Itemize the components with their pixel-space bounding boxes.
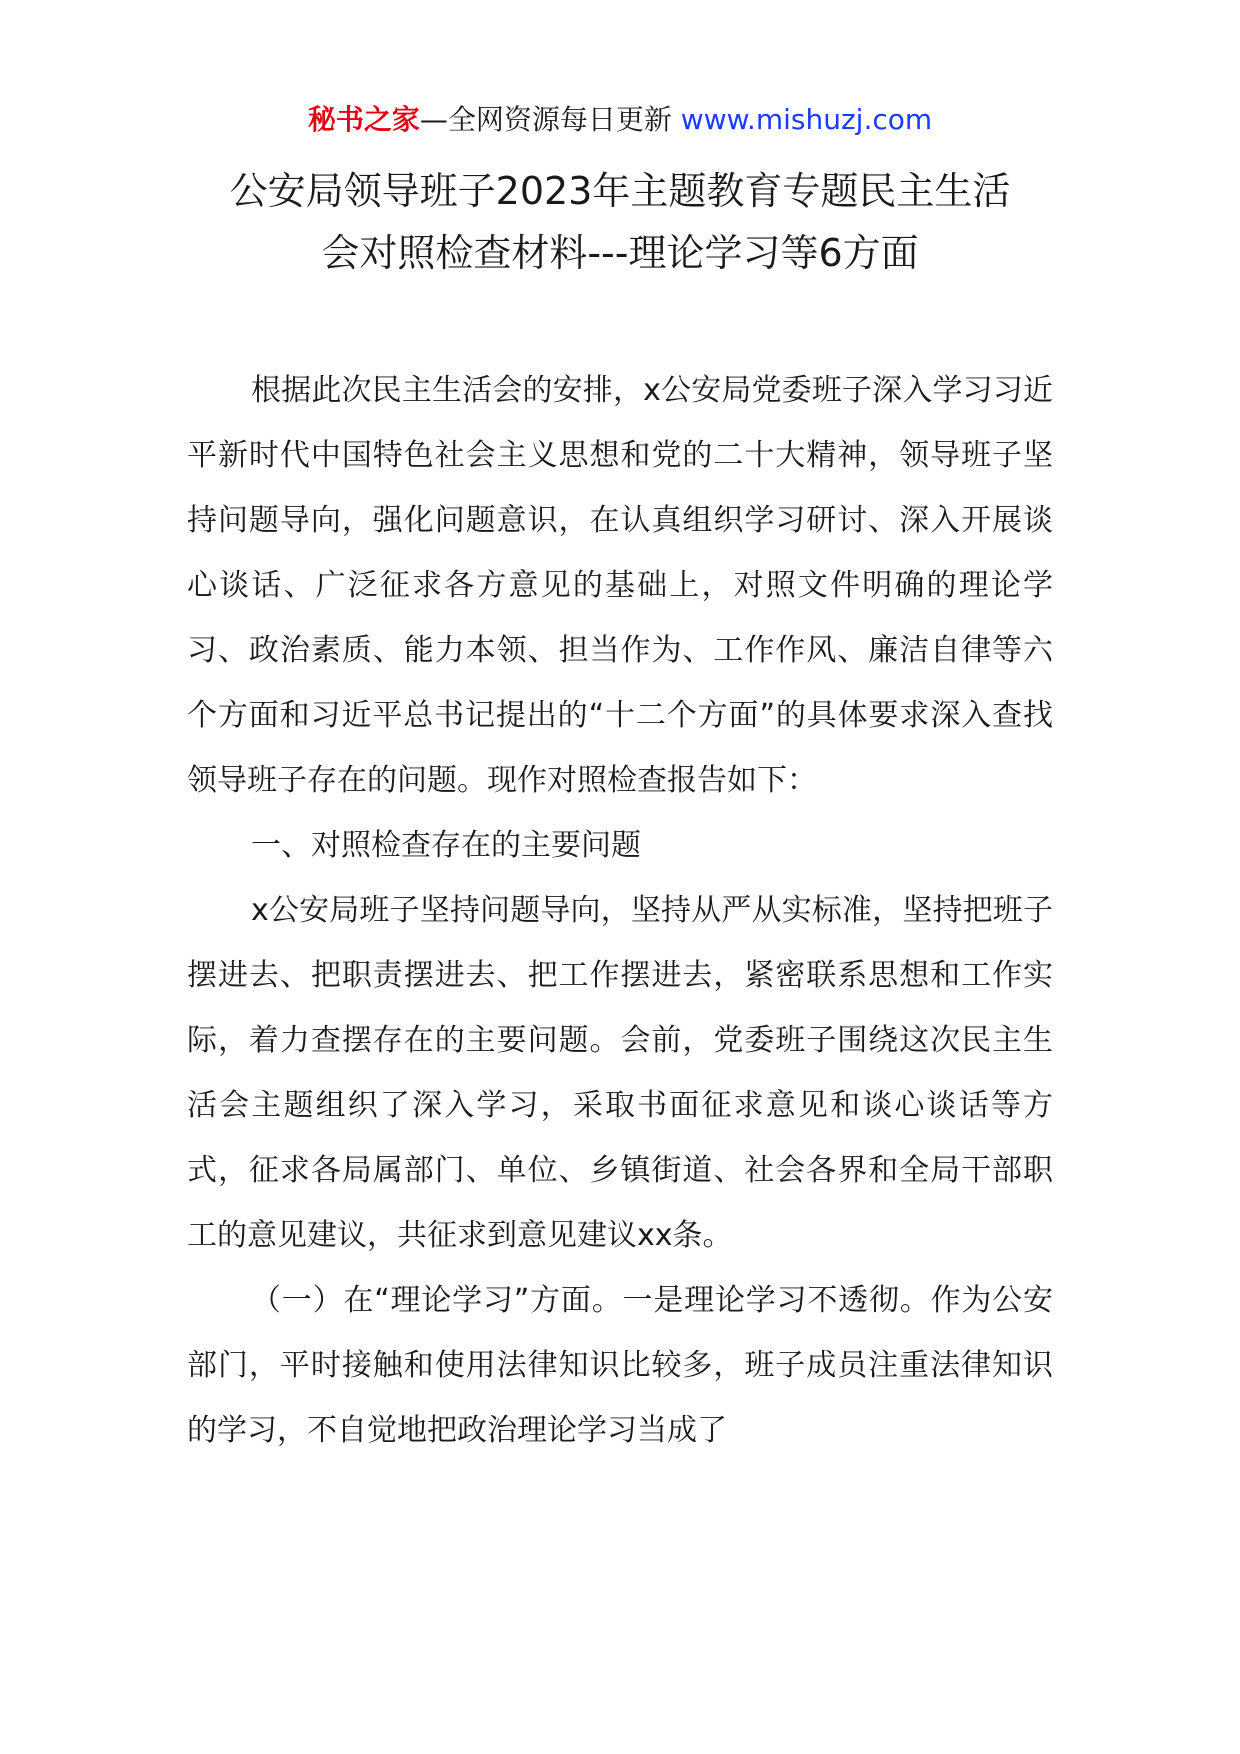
brand-name: 秘书之家 <box>307 103 420 136</box>
document-body <box>187 358 1053 1463</box>
body-paragraph: x公安局班子坚持问题导向，坚持从严从实标准，坚持把班子摆进去、把职责摆进去、把工作摆进去，紧密联系思想和工作实际，着力查摆存在的主要问题。会前，党委班子围绕这次民主生活会主题组织了深入学习，采取书面征求意见和谈心谈话等方式，征求各局属部门、单位、乡镇街道、社会各界和全局干部职工的意见建议，共征求到意见建议xx条。 <box>187 893 1053 1253</box>
document-title <box>150 160 1090 284</box>
body-paragraph: （一）在“理论学习”方面。一是理论学习不透彻。作为公安部门，平时接触和使用法律知识比较多，班子成员注重法律知识的学习，不自觉地把政治理论学习当成了 <box>187 1283 1053 1448</box>
title-line-1: 公安局领导班子2023年主题教育专题民主生活 <box>229 169 1011 213</box>
site-url-link[interactable]: www.mishuzj.com <box>680 103 933 136</box>
title-line-2: 会对照检查材料---理论学习等6方面 <box>321 231 919 275</box>
intro-paragraph: 根据此次民主生活会的安排，x公安局党委班子深入学习习近平新时代中国特色社会主义思想和党的二十大精神，领导班子坚持问题导向，强化问题意识，在认真组织学习研讨、深入开展谈心谈话、广泛征求各方意见的基础上，对照文件明确的理论学习、政治素质、能力本领、担当作为、工作作风、廉洁自律等六个方面和习近平总书记提出的“十二个方面”的具体要求深入查找领导班子存在的问题。现作对照检查报告如下： <box>187 373 1053 798</box>
section-heading: 一、对照检查存在的主要问题 <box>251 828 641 863</box>
site-header <box>0 100 1240 140</box>
header-tagline: —全网资源每日更新 <box>419 103 672 136</box>
